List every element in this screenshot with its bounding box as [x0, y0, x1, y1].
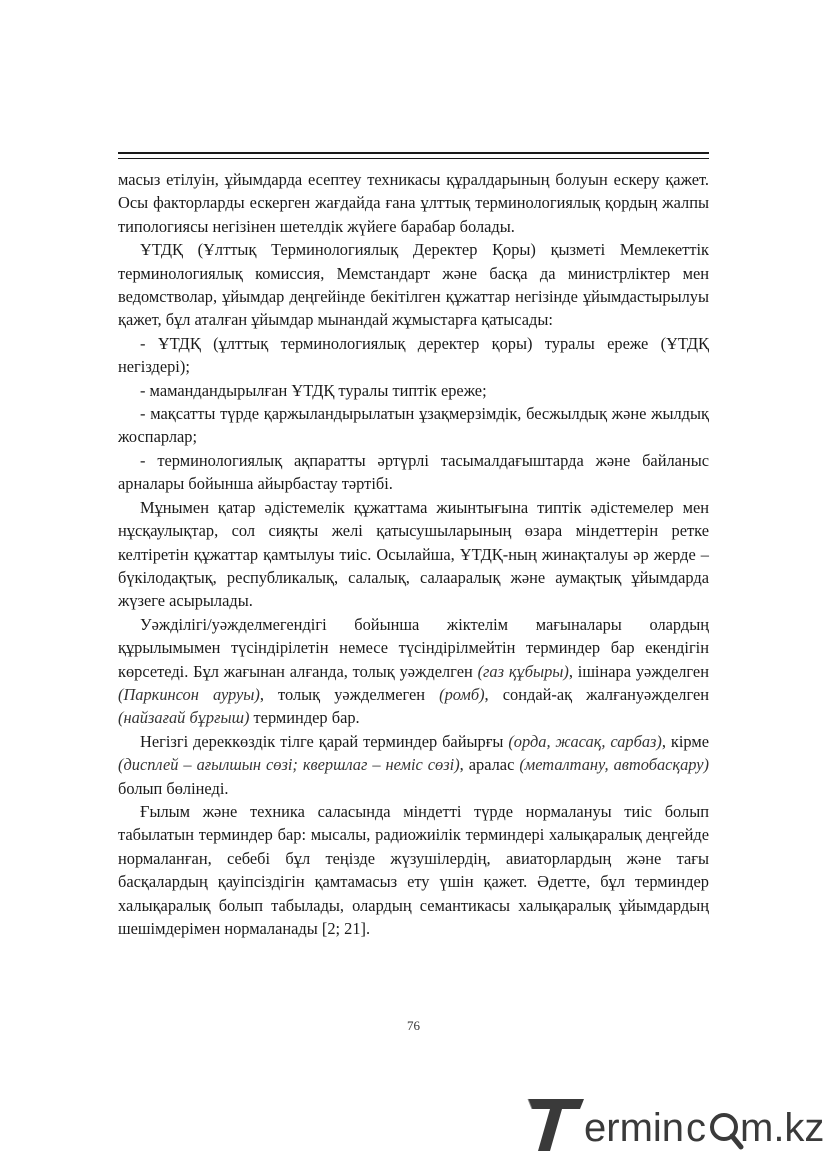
- text-run: , толық уәжделмеген: [259, 684, 440, 704]
- italic-example: (найзағай бұрғыш): [118, 708, 250, 728]
- text-run: масыз етілуін, ұйымдарда есептеу техникасы құралдарының болуын ескеру қажет. Осы факторларды ескерген жағдайда ғана ұлттық терминологиялық қордың жалпы типологиясы негізінен шетелдік жүйеге барабар болады.: [118, 170, 709, 236]
- text-run: Мұнымен қатар әдістемелік құжаттама жиынтығына типтік әдістемелер мен нұсқаулықтар, сол сияқты желі қатысушыларының өзара міндеттерін ретке келтіретін құжаттар қамтылуы тиіс. Осылайша, ҰТДҚ-ның жинақталуы әр жерде – бүкілодақтық, республикалық, салалық, салааралық және аумақтық ұйымдарда жүзеге асырылады.: [118, 497, 709, 611]
- text-run: болып бөлінеді.: [118, 778, 229, 798]
- paragraph: [118, 730, 709, 800]
- text-run: ҰТДҚ (Ұлттық Терминологиялық Деректер Қоры) қызметі Мемлекеттік терминологиялық комиссия, Мемстандарт және басқа да министрліктер мен ведомстволар, ұйымдар деңгейінде бекітілген құжаттар негізінде ұйымдастырылуы қажет, бұл аталған ұйымдар мынандай жұмыстарға қатысады:: [118, 240, 709, 330]
- italic-example: (дисплей – ағылшын сөзі; квершлаг – неміс сөзі): [118, 755, 460, 775]
- text-run: терминдер бар.: [249, 708, 360, 728]
- list-item: [118, 332, 709, 379]
- header-rule-thin: [118, 158, 709, 159]
- paragraph: [118, 800, 709, 940]
- text-run: - терминологиялық ақпаратты әртүрлі тасымалдағыштарда және байланыс арналары бойынша айырбастау тәртібі.: [118, 450, 709, 494]
- italic-example: (ромб): [439, 684, 485, 704]
- logo-graphic: [526, 1095, 826, 1155]
- magnifier-icon: [712, 1115, 741, 1147]
- italic-example: (Паркинсон ауруы): [118, 684, 260, 704]
- text-run: - мақсатты түрде қаржыландырылатын ұзақмерзімдік, бесжылдық және жылдық жоспарлар;: [118, 404, 709, 447]
- text-run: , аралас: [459, 755, 520, 775]
- italic-example: (металтану, автобасқару): [519, 755, 709, 775]
- paragraph: [118, 168, 709, 238]
- text-run: - мамандандырылған ҰТДҚ туралы типтік ереже;: [140, 380, 487, 400]
- paragraph: [118, 496, 709, 613]
- paragraph: [118, 613, 709, 730]
- list-item: [118, 449, 709, 496]
- document-body: [118, 168, 709, 940]
- page-number: 76: [407, 1018, 420, 1033]
- text-run: , кірме: [661, 731, 710, 751]
- italic-example: (газ құбыры): [477, 661, 569, 681]
- list-item: [118, 402, 709, 449]
- logo-text-3: m.kz: [740, 1106, 825, 1150]
- text-run: , ішінара уәжделген: [568, 661, 709, 681]
- logo-text-2: c: [686, 1106, 706, 1150]
- text-run: Негізгі дереккөздік тілге қарай терминдер байырғы: [140, 731, 509, 751]
- paragraph: [118, 238, 709, 332]
- italic-example: (орда, жасақ, сарбаз): [508, 731, 662, 751]
- text-run: Ғылым және техника саласында міндетті түрде нормалануы тиіс болып табылатын терминдер бар: мысалы, радиожиілік терминдері халықаралық деңгейде нормаланған, себебі бұл теңізде жүзушілердің, авиаторлардың және тағы басқалардың қауіпсіздігін қамтамасыз ету үшін қажет. Әдетте, бұл терминдер халықаралық болып табылады, олардың семантикасы халықаралық ұйымдардың шешімдерімен нормаланады [2; 21].: [118, 801, 709, 938]
- list-item: [118, 379, 709, 402]
- text-run: - ҰТДҚ (ұлттық терминологиялық деректер қоры) туралы ереже (ҰТДҚ негіздері);: [118, 333, 709, 377]
- header-rule-thick: [118, 152, 709, 154]
- logo-text-1: ermin: [584, 1106, 685, 1150]
- text-run: , сондай-ақ жалғануәжделген: [484, 684, 710, 704]
- text-run: Уәжділігі/уәжделмегендігі бойынша жіктелім мағыналары олардың құрылымымен түсіндірілетін немесе түсіндірілмейтін терминдер бар екендігін көрсетеді. Бұл жағынан алғанда, толық уәжделген: [118, 614, 709, 681]
- termincom-logo: [526, 1095, 826, 1155]
